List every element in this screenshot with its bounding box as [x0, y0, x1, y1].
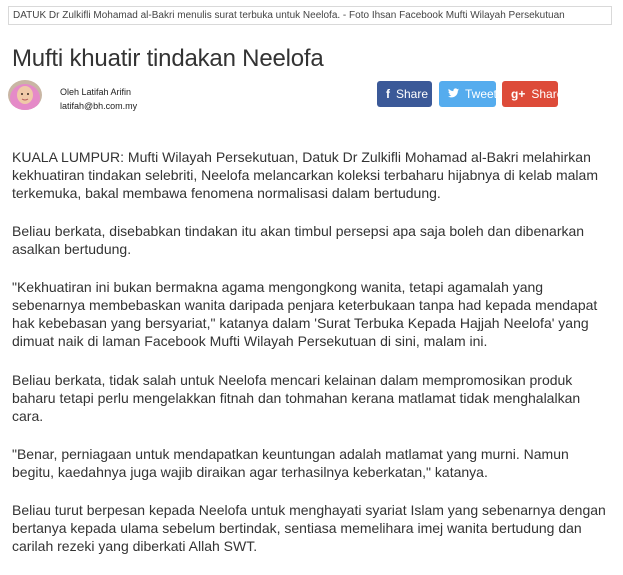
article-paragraph: "Benar, perniagaan untuk mendapatkan keuntungan adalah matlamat yang murni. Namun begitu, kaedahnya juga wajib diraikan agar terhasilnya keberkatan," katanya.: [12, 446, 569, 480]
twitter-tweet-label: Tweet: [465, 87, 498, 101]
googleplus-share-label: Share: [531, 87, 564, 101]
article-paragraph: Beliau turut berpesan kepada Neelofa untuk menghayati syariat Islam yang sebenarnya dengan bertanya kepada ulama sebelum bertindak, sentiasa memelihara imej wanita bertudung dan carilah rezeki yang diberkati Allah SWT.: [12, 502, 606, 554]
twitter-bird-icon: [448, 87, 459, 101]
article-headline: Mufti khuatir tindakan Neelofa: [12, 45, 324, 72]
twitter-tweet-button[interactable]: [439, 81, 496, 107]
facebook-share-button[interactable]: [377, 81, 432, 107]
author-avatar-image: [8, 80, 42, 110]
article-paragraph: KUALA LUMPUR: Mufti Wilayah Persekutuan, Datuk Dr Zulkifli Mohamad al-Bakri melahirkan kekhuatiran tindakan selebriti, Neelofa melancarkan koleksi terbaharu hijabnya di kelab malam terkemuka, bakal membawa fenomena normalisasi dalam bertudung.: [12, 149, 598, 201]
googleplus-icon: g+: [511, 87, 526, 101]
googleplus-share-button[interactable]: [502, 81, 564, 107]
article-paragraph: Beliau berkata, tidak salah untuk Neelofa mencari kelainan dalam mempromosikan produk baharu tetapi perlu mengelakkan fitnah dan tohmahan kerana matlamat tidak menghalalkan cara.: [12, 372, 581, 424]
photo-caption: DATUK Dr Zulkifli Mohamad al-Bakri menulis surat terbuka untuk Neelofa. - Foto Ihsan Facebook Mufti Wilayah Persekutuan: [8, 6, 612, 25]
article-paragraph: "Kekhuatiran ini bukan bermakna agama mengongkong wanita, tetapi agamalah yang sebenarnya membebaskan wanita daripada penjara keterbukaan tanpa had kepada mendapat hak kebebasan yang bersyariat," katanya dalam 'Surat Terbuka Kepada Hajjah Neelofa' yang dimuat naik di laman Facebook Mufti Wilayah Persekutuan di sini, malam ini.: [12, 279, 598, 349]
author-avatar[interactable]: [8, 80, 42, 110]
author-name: Oleh Latifah Arifin: [60, 87, 132, 97]
author-email[interactable]: latifah@bh.com.my: [60, 101, 138, 111]
article-body: [12, 148, 612, 575]
facebook-share-label: Share: [396, 87, 429, 101]
article-paragraph: Beliau berkata, disebabkan tindakan itu akan timbul persepsi apa saja boleh dan dibenarkan asalkan bertudung.: [12, 223, 585, 257]
author-byline: [60, 85, 137, 113]
facebook-icon: f: [386, 87, 390, 101]
